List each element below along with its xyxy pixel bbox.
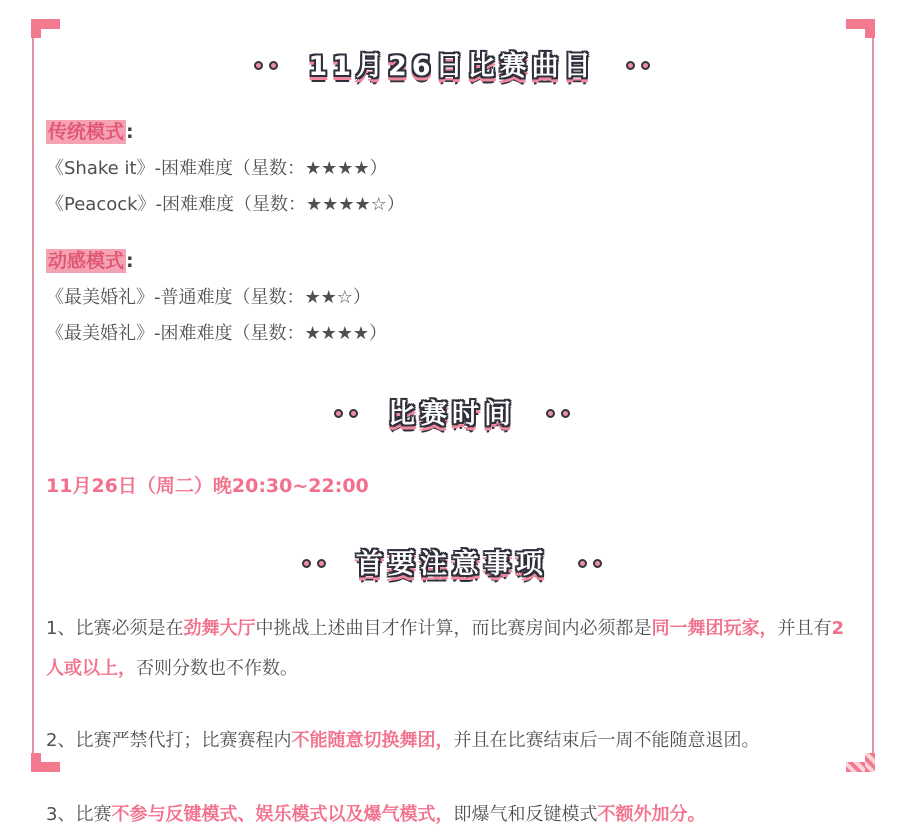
mode-label-traditional: 传统模式: [48, 120, 125, 143]
song-line: 《Shake it》-困难难度（星数：★★★★）: [46, 157, 388, 179]
mode-label-line: [46, 117, 858, 144]
dot-icon: [593, 559, 602, 568]
notes-title-text: 首要注意事项: [356, 548, 548, 580]
mode-label-colon: :: [126, 120, 134, 143]
note-item-1: [46, 609, 858, 689]
note-text: 2、比赛严禁代打；比赛赛程内: [46, 729, 292, 751]
note-text: 并且在比赛结束后一周不能随意退团。: [453, 729, 760, 751]
note-text: 3、比赛: [46, 803, 112, 825]
song-line: 《最美婚礼》-普通难度（星数：★★☆）: [46, 286, 371, 308]
note-text: 中挑战上述曲目才作计算，而比赛房间内必须都是: [255, 617, 652, 639]
note-emphasis: 不参与反键模式、娱乐模式以及爆气模式，: [111, 803, 454, 825]
songs-title-text: 11月26日比赛曲目: [308, 50, 596, 82]
competition-time: 11月26日（周二）晚20:30~22:00: [46, 475, 369, 497]
mode-label-colon: :: [126, 249, 134, 272]
time-section-title: [46, 391, 858, 432]
note-text: 并且有: [777, 617, 832, 639]
mode-label-dynamic: 动感模式: [48, 249, 125, 272]
note-emphasis: 不额外加分。: [597, 803, 706, 825]
dot-icon: [317, 559, 326, 568]
dot-icon: [641, 61, 650, 70]
title-dots-right: [543, 393, 573, 431]
note-emphasis: 2人或以上，: [46, 617, 844, 679]
note-text: 否则分数也不作数。: [136, 657, 298, 679]
dot-icon: [334, 409, 343, 418]
title-dots-right: [623, 44, 653, 82]
note-emphasis: 不能随意切换舞团，: [291, 729, 454, 751]
note-emphasis: 同一舞团玩家，: [651, 617, 778, 639]
notes-section-title: [46, 540, 858, 581]
mode-label-line: [46, 246, 858, 273]
title-dots-left: [251, 44, 281, 82]
title-dots-left: [331, 393, 361, 431]
note-text: 1、比赛必须是在: [46, 617, 184, 639]
songs-section-title: [46, 0, 858, 83]
song-line: 《最美婚礼》-困难难度（星数：★★★★）: [46, 322, 388, 344]
dot-icon: [578, 559, 587, 568]
dot-icon: [349, 409, 358, 418]
dot-icon: [626, 61, 635, 70]
title-dots-left: [299, 542, 329, 580]
song-line: 《Peacock》-困难难度（星数：★★★★☆）: [46, 193, 405, 215]
note-emphasis: 劲舞大厅: [183, 617, 256, 639]
title-dots-right: [575, 542, 605, 580]
time-title-text: 比赛时间: [388, 399, 516, 430]
dot-icon: [254, 61, 263, 70]
dot-icon: [302, 559, 311, 568]
note-item-2: [46, 721, 858, 761]
dot-icon: [546, 409, 555, 418]
note-text: 即爆气和反键模式: [453, 803, 598, 825]
note-item-3: [46, 795, 858, 835]
dot-icon: [269, 61, 278, 70]
dot-icon: [561, 409, 570, 418]
